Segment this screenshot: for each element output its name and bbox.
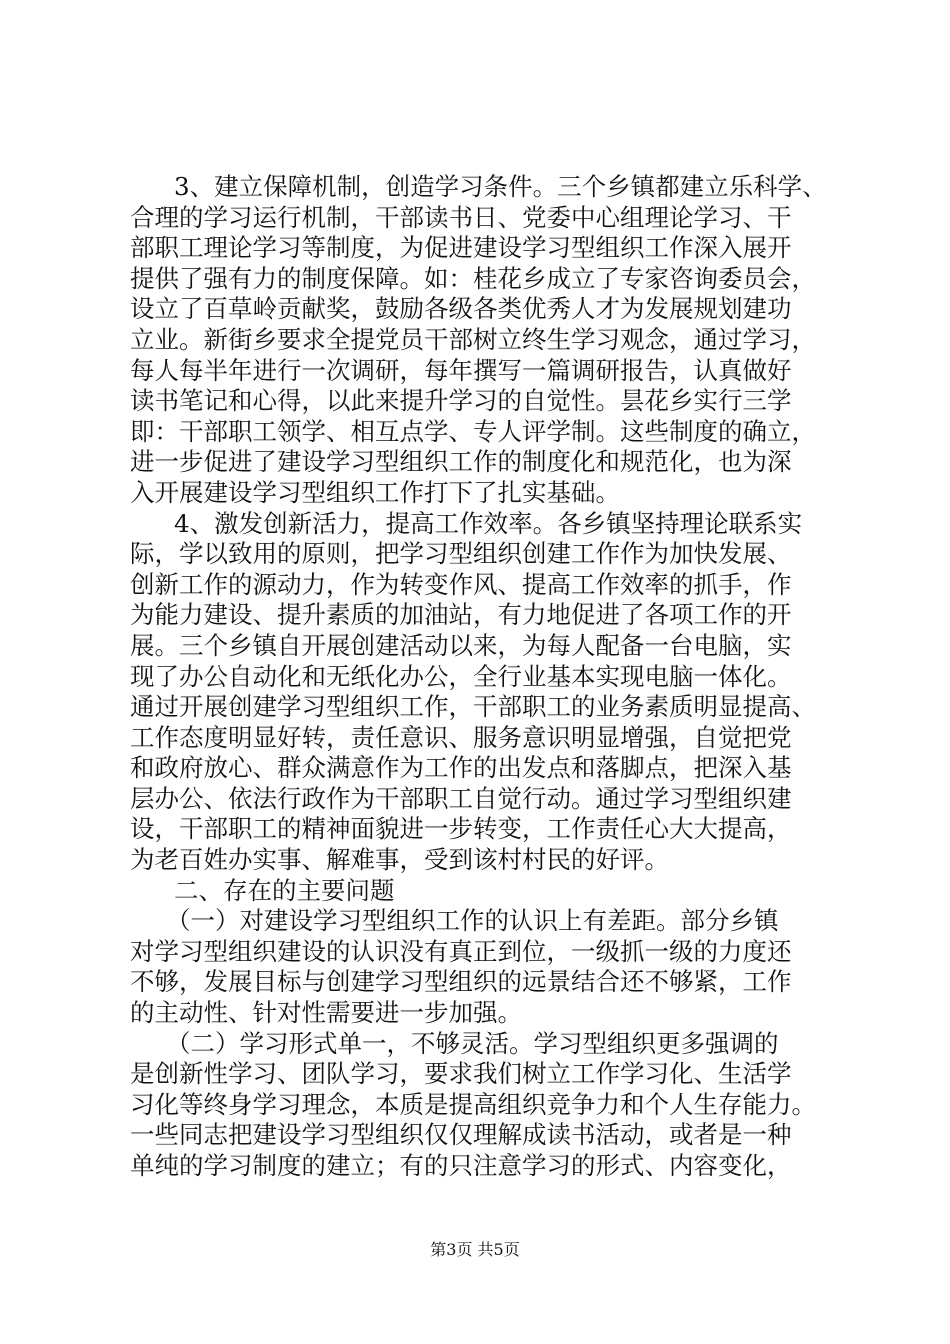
paragraph-3-line: 每人每半年进行一次调研，每年撰写一篇调研报告，认真做好 (130, 355, 792, 385)
paragraph-4-line: 通过开展创建学习型组织工作，干部职工的业务素质明显提高、 (130, 692, 816, 722)
section-heading: 二、存在的主要问题 (174, 875, 395, 905)
problem-1-line: 不够，发展目标与创建学习型组织的远景结合还不够紧，工作 (130, 967, 792, 997)
paragraph-3-line: 部职工理论学习等制度，为促进建设学习型组织工作深入展开 (130, 233, 792, 263)
paragraph-4-line: 工作态度明显好转，责任意识、服务意识明显增强，自觉把党 (130, 722, 792, 752)
paragraph-4-line: 为老百姓办实事、解难事，受到该村村民的好评。 (130, 845, 669, 875)
page-number-footer: 第3页 共5页 (430, 1240, 520, 1259)
paragraph-3-line: 进一步促进了建设学习型组织工作的制度化和规范化，也为深 (130, 447, 792, 477)
problem-2-line: 单纯的学习制度的建立；有的只注意学习的形式、内容变化， (130, 1151, 792, 1180)
paragraph-3-line: 立业。新街乡要求全提党员干部树立终生学习观念，通过学习， (130, 324, 816, 354)
problem-1-line: （一）对建设学习型组织工作的认识上有差距。部分乡镇 (166, 906, 779, 936)
problem-2-line: 一些同志把建设学习型组织仅仅理解成读书活动，或者是一种 (130, 1120, 792, 1150)
paragraph-3-line: 设立了百草岭贡献奖，鼓励各级各类优秀人才为发展规划建功 (130, 294, 792, 324)
paragraph-4-line: 设，干部职工的精神面貌进一步转变，工作责任心大大提高， (130, 814, 792, 844)
paragraph-4-line: 际，学以致用的原则，把学习型组织创建工作作为加快发展、 (130, 539, 792, 569)
document-body (130, 172, 834, 1182)
paragraph-4-line: 层办公、依法行政作为干部职工自觉行动。通过学习型组织建 (130, 783, 792, 813)
paragraph-4-line: 4、激发创新活力，提高工作效率。各乡镇坚持理论联系实 (174, 508, 803, 538)
problem-1-line: 对学习型组织建设的认识没有真正到位，一级抓一级的力度还 (130, 936, 792, 966)
paragraph-4-line: 为能力建设、提升素质的加油站，有力地促进了各项工作的开 (130, 600, 792, 630)
paragraph-3-line: 读书笔记和心得，以此来提升学习的自觉性。昙花乡实行三学 (130, 386, 792, 416)
problem-2-line: 习化等终身学习理念，本质是提高组织竞争力和个人生存能力。 (130, 1089, 816, 1119)
problem-2-line: 是创新性学习、团队学习，要求我们树立工作学习化、生活学 (130, 1059, 792, 1089)
paragraph-3-line: 3、建立保障机制，创造学习条件。三个乡镇都建立乐科学、 (174, 172, 827, 201)
paragraph-3-line: 合理的学习运行机制，干部读书日、党委中心组理论学习、干 (130, 202, 792, 232)
paragraph-4-line: 创新工作的源动力，作为转变作风、提高工作效率的抓手，作 (130, 569, 792, 599)
problem-2-line: （二）学习形式单一，不够灵活。学习型组织更多强调的 (166, 1028, 779, 1058)
paragraph-3-line: 即：干部职工领学、相互点学、专人评学制。这些制度的确立， (130, 416, 816, 446)
paragraph-4-line: 和政府放心、群众满意作为工作的出发点和落脚点，把深入基 (130, 753, 792, 783)
paragraph-4-line: 展。三个乡镇自开展创建活动以来，为每人配备一台电脑，实 (130, 630, 792, 660)
paragraph-4-line: 现了办公自动化和无纸化办公，全行业基本实现电脑一体化。 (130, 661, 792, 691)
paragraph-3-line: 提供了强有力的制度保障。如：桂花乡成立了专家咨询委员会， (130, 263, 816, 293)
paragraph-3-line: 入开展建设学习型组织工作打下了扎实基础。 (130, 477, 620, 507)
problem-1-line: 的主动性、针对性需要进一步加强。 (130, 998, 522, 1028)
